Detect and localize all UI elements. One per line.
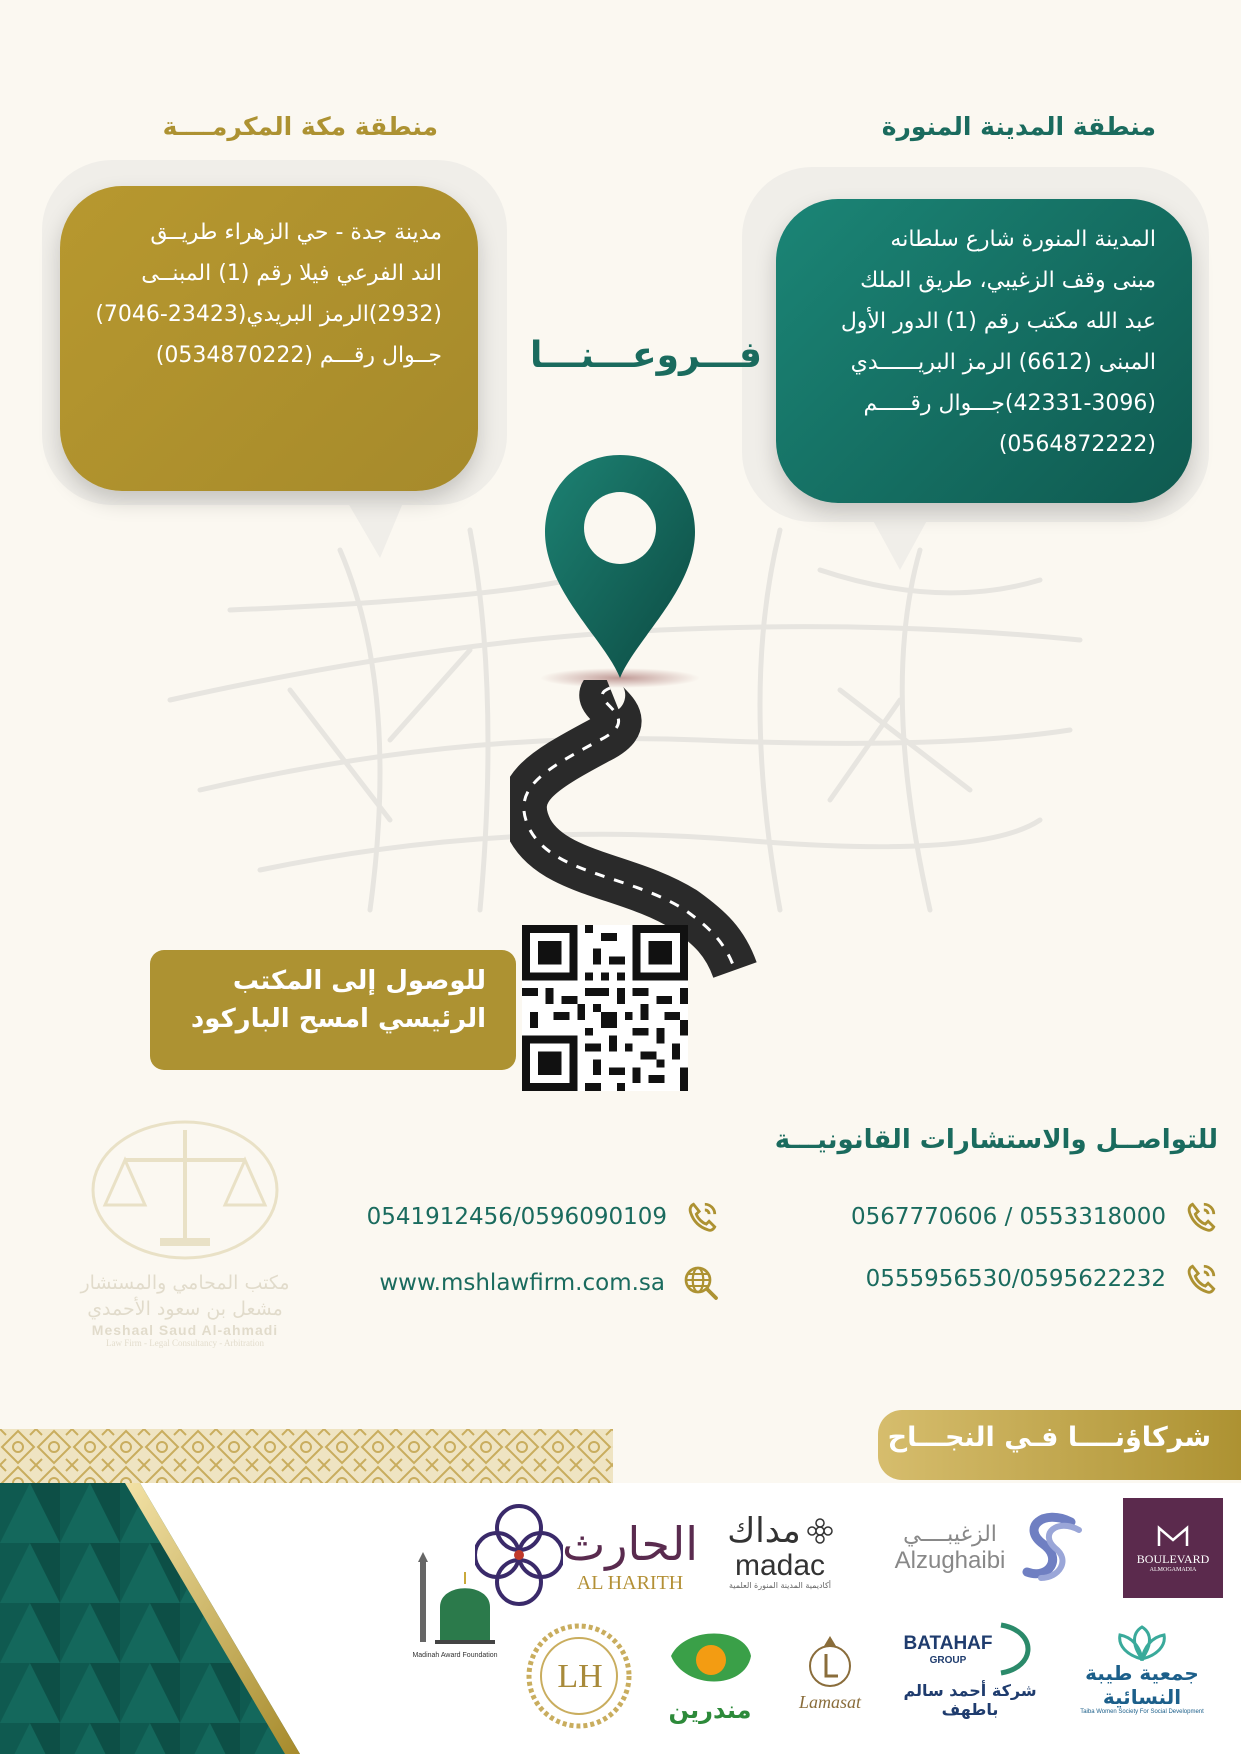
phone-icon <box>685 1200 719 1234</box>
contact-website-row[interactable] <box>379 1265 719 1301</box>
madinah-line-6: (0564872222) <box>998 432 1156 457</box>
globe-search-icon <box>683 1265 719 1301</box>
qr-instruction-card <box>150 950 516 1070</box>
makkah-line-2: الند الفرعي فيلا رقم (1) المبنــى <box>141 261 442 286</box>
partner-logo-lh <box>525 1622 635 1732</box>
lh-label: LH <box>557 1658 603 1695</box>
firm-logo-english: Meshaal Saud Al-ahmadi <box>91 1322 279 1338</box>
partners-heading-text: شركاؤنــــا فـي النجـــاح <box>887 1422 1211 1453</box>
qr-code[interactable] <box>522 925 688 1091</box>
madinah-bubble-tail <box>870 515 930 575</box>
batahaf-arabic: شركة أحمد سالم باطهف <box>903 1681 1037 1719</box>
lamasat-label: Lamasat <box>799 1691 862 1712</box>
contact-heading: للتواصــل والاستشارات القانونيـــة <box>774 1125 1218 1155</box>
partner-logo-batahaf <box>890 1620 1050 1720</box>
mandarin-leaf-icon <box>665 1626 755 1696</box>
makkah-line-4: جــوال رقـــم (0534870222) <box>155 343 442 368</box>
lotus-icon <box>1112 1625 1172 1661</box>
makkah-line-3: (2932)الرمز البريدي(23423-7046) <box>95 302 442 327</box>
partner-logo-alharith <box>561 1505 699 1605</box>
makkah-bubble-tail <box>345 498 405 563</box>
boulevard-monogram-icon <box>1155 1524 1191 1548</box>
firm-logo-arabic: مكتب المحامي والمستشار مشعل بن سعود الأحمدي <box>80 1272 290 1320</box>
branches-heading: فـــروعـــنـــا <box>530 335 762 376</box>
boulevard-label: BOULEVARD <box>1136 1551 1210 1566</box>
madinah-line-3: عبد الله مكتب رقم (1) الدور الأول <box>840 309 1156 334</box>
alzughaibi-english: Alzughaibi <box>894 1546 1006 1574</box>
partner-logo-boulevard <box>1123 1498 1223 1598</box>
partner-logo-alzughaibi <box>884 1508 1104 1588</box>
madac-english: madac <box>734 1548 826 1582</box>
firm-logo-tagline: Law Firm - Legal Consultancy - Arbitration <box>106 1338 264 1348</box>
alzughaibi-arabic: الزغيبــــي <box>903 1521 997 1547</box>
batahaf-arc-icon <box>997 1621 1037 1677</box>
makkah-region-title: منطقة مكة المكرمــــة <box>162 112 438 141</box>
batahaf-group: GROUP <box>929 1654 967 1666</box>
madinah-line-2: مبنى وقف الزغيبي، طريق الملك <box>860 268 1156 293</box>
ornamental-pattern-band <box>0 1429 613 1483</box>
alzughaibi-symbol-icon <box>1013 1508 1093 1588</box>
contact-phone-1: 0567770606 / 0553318000 <box>850 1204 1166 1230</box>
taiba-arabic: جمعية طيبة النسائية <box>1085 1661 1199 1709</box>
firm-logo-watermark <box>60 1110 310 1410</box>
alharith-english: AL HARITH <box>576 1571 684 1594</box>
alzughaibi-text <box>895 1522 1006 1575</box>
mandarin-label: مندرين <box>668 1696 752 1724</box>
location-pin-icon <box>535 450 705 690</box>
qr-label-line-1: للوصول إلى المكتب <box>232 966 486 996</box>
makkah-address-card <box>60 186 478 491</box>
taiba-sub: Taiba Women Society For Social Development <box>1080 1709 1204 1715</box>
madinah-line-5: (42331-3096)جـــوال رقـــــم <box>863 391 1156 416</box>
contact-phone-3: 0541912456/0596090109 <box>366 1204 667 1230</box>
partner-logo-taiba <box>1057 1620 1227 1720</box>
alharith-arabic: الحارث <box>561 1516 699 1571</box>
madinah-region-title: منطقة المدينة المنورة <box>881 112 1156 141</box>
madac-flower-icon <box>807 1518 833 1544</box>
contact-phone-row-3[interactable] <box>367 1200 719 1234</box>
mosque-dome-icon <box>410 1552 500 1652</box>
scales-of-justice-icon <box>80 1110 290 1260</box>
partner-logo-madinah-award <box>405 1545 505 1665</box>
qr-label-line-2: الرئيسي امسح الباركود <box>190 1004 486 1034</box>
madinah-award-label: Madinah Award Foundation <box>412 1651 498 1659</box>
madinah-address-card <box>776 199 1192 503</box>
boulevard-sub-label: ALMOGAMADIA <box>1149 1566 1197 1573</box>
makkah-line-1: مدينة جدة - حي الزهراء طريــق <box>150 220 442 245</box>
contact-phone-row-2[interactable] <box>866 1262 1218 1296</box>
lamasat-emblem-icon <box>800 1632 860 1692</box>
contact-phone-row-1[interactable] <box>851 1200 1218 1234</box>
partner-logo-madac <box>700 1505 860 1595</box>
contact-website: www.mshlawfirm.com.sa <box>379 1270 665 1296</box>
contact-phone-2: 0555956530/0595622232 <box>865 1266 1166 1292</box>
madinah-line-1: المدينة المنورة شارع سلطانه <box>890 227 1156 252</box>
madac-arabic: مداك <box>727 1510 801 1551</box>
phone-icon <box>1184 1200 1218 1234</box>
phone-icon <box>1184 1262 1218 1296</box>
partner-logo-lamasat <box>780 1622 880 1722</box>
partner-logo-mandarin <box>655 1620 765 1730</box>
partners-heading <box>878 1410 1241 1480</box>
batahaf-english: BATAHAF <box>903 1632 993 1654</box>
madac-sub: أكاديمية المدينة المنورة العلمية <box>729 1580 832 1590</box>
madinah-line-4: المبنى (6612) الرمز البريــــــدي <box>850 350 1156 375</box>
